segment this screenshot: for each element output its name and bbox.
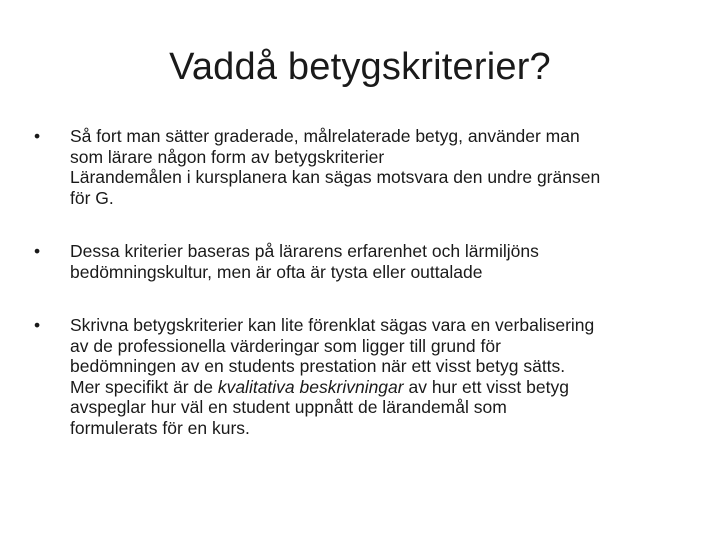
bullet-1-line-1: Så fort man sätter graderade, målrelaterade betyg, använder man bbox=[70, 126, 580, 146]
bullet-icon: • bbox=[34, 241, 41, 261]
bullet-3-line-6: formulerats för en kurs. bbox=[70, 417, 250, 438]
bullet-item-1 bbox=[34, 126, 684, 208]
bullet-icon: • bbox=[34, 315, 41, 335]
bullet-3-line-4 bbox=[70, 377, 684, 398]
bullet-1-line-3: Lärandemålen i kursplanera kan sägas motsvara den undre gränsen bbox=[70, 167, 601, 187]
bullet-icon: • bbox=[34, 126, 41, 146]
bullet-3-line-3: bedömningen av en students prestation när ett visst betyg sätts. bbox=[70, 356, 566, 376]
emphasis-text: kvalitativa beskrivningar bbox=[217, 376, 404, 397]
bullet-item-2 bbox=[34, 241, 684, 282]
bullet-item-3 bbox=[34, 315, 684, 438]
bullet-2-line-1: Dessa kriterier baseras på lärarens erfarenhet och lärmiljöns bbox=[70, 241, 539, 261]
bullet-3-line-4-post: av hur ett visst betyg bbox=[403, 376, 569, 397]
slide-title: Vaddå betygskriterier? bbox=[169, 46, 551, 88]
bullet-3-line-5: avspeglar hur väl en student uppnått de lärandemål som bbox=[70, 397, 507, 417]
bullet-3-line-4-pre: Mer specifikt är de bbox=[70, 376, 218, 397]
bullet-1-line-4: för G. bbox=[70, 187, 114, 208]
bullet-1-line-2: som lärare någon form av betygskriterier bbox=[70, 146, 385, 167]
bullet-2-line-2: bedömningskultur, men är ofta är tysta eller outtalade bbox=[70, 261, 483, 282]
bullet-3-line-2: av de professionella värderingar som ligger till grund för bbox=[70, 335, 501, 356]
bullet-list bbox=[34, 126, 684, 438]
bullet-3-line-1: Skrivna betygskriterier kan lite förenklat sägas vara en verbalisering bbox=[70, 315, 595, 335]
